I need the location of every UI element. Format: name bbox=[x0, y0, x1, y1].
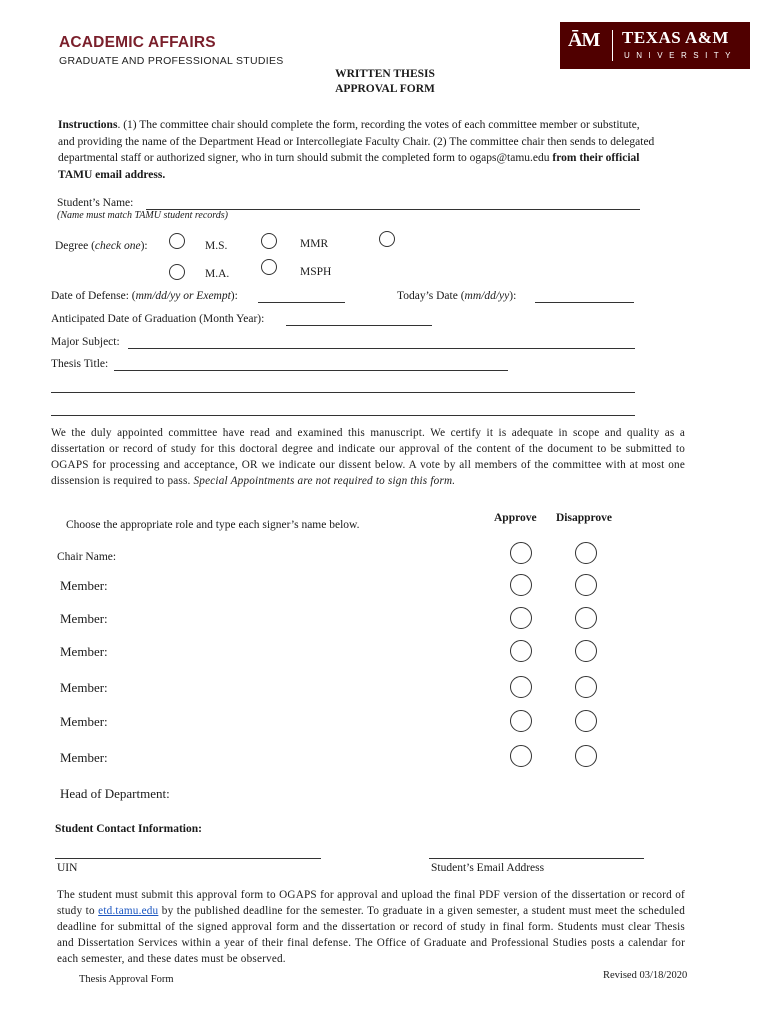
thesis-title-line3[interactable] bbox=[51, 415, 635, 416]
member-2-approve-radio[interactable] bbox=[510, 607, 532, 629]
logo-mark: ĀM bbox=[568, 29, 600, 51]
footer-form-name: Thesis Approval Form bbox=[79, 974, 174, 985]
header-subtitle: GRADUATE AND PROFESSIONAL STUDIES bbox=[59, 55, 284, 67]
logo-divider bbox=[612, 30, 613, 61]
form-title bbox=[0, 67, 770, 97]
major-subject-field[interactable] bbox=[128, 348, 635, 349]
member-1-approve-radio[interactable] bbox=[510, 574, 532, 596]
instructions bbox=[58, 117, 658, 183]
thesis-title-field[interactable] bbox=[114, 370, 508, 371]
header-title: ACADEMIC AFFAIRS bbox=[59, 34, 216, 51]
committee-instruction: Choose the appropriate role and type each signer’s name below. bbox=[66, 519, 360, 531]
degree-extra-radio[interactable] bbox=[379, 231, 395, 247]
member-6-label: Member: bbox=[60, 750, 108, 765]
degree-ma-radio[interactable] bbox=[169, 264, 185, 280]
instructions-bold-end: from their official TAMU email address. bbox=[58, 152, 640, 181]
uin-field[interactable] bbox=[55, 858, 321, 859]
defense-date-field[interactable] bbox=[258, 302, 345, 303]
thesis-title-line2[interactable] bbox=[51, 392, 635, 393]
email-field[interactable] bbox=[429, 858, 644, 859]
instructions-label: Instructions bbox=[58, 119, 118, 131]
member-4-label: Member: bbox=[60, 680, 108, 695]
member-4-disapprove-radio[interactable] bbox=[575, 676, 597, 698]
instructions-text: . (1) The committee chair should complete the form, recording the votes of each committee member or substitute, and providing the name of the Department Head or Intercollegiate Faculty Chair. (2) The committee chair then sends to delegated departmental staff or authorized signer, who in turn should submit the completed form to ogaps@tamu.edu bbox=[58, 119, 655, 164]
today-date-label: Today’s Date (mm/dd/yy): bbox=[397, 290, 517, 302]
approve-column-label: Approve bbox=[494, 512, 537, 524]
member-2-label: Member: bbox=[60, 611, 108, 626]
degree-option-msph: MSPH bbox=[300, 266, 332, 278]
degree-option-mmr: MMR bbox=[300, 238, 329, 250]
today-date-field[interactable] bbox=[535, 302, 634, 303]
texas-am-logo bbox=[560, 22, 750, 69]
disapprove-column-label: Disapprove bbox=[556, 512, 613, 524]
email-label: Student’s Email Address bbox=[431, 862, 545, 874]
chair-name-label: Chair Name: bbox=[57, 551, 117, 563]
etd-link[interactable]: etd.tamu.edu bbox=[98, 905, 159, 917]
graduation-date-label: Anticipated Date of Graduation (Month Year): bbox=[51, 313, 265, 325]
footer-revised-date: Revised 03/18/2020 bbox=[603, 970, 688, 981]
member-3-label: Member: bbox=[60, 644, 108, 659]
major-subject-label: Major Subject: bbox=[51, 336, 120, 348]
member-4-approve-radio[interactable] bbox=[510, 676, 532, 698]
member-6-approve-radio[interactable] bbox=[510, 745, 532, 767]
degree-ms-radio[interactable] bbox=[169, 233, 185, 249]
student-name-label: Student’s Name: bbox=[57, 197, 134, 209]
member-5-label: Member: bbox=[60, 714, 108, 729]
member-5-approve-radio[interactable] bbox=[510, 710, 532, 732]
degree-option-ma: M.A. bbox=[205, 268, 230, 280]
degree-mmr-radio[interactable] bbox=[261, 233, 277, 249]
contact-heading: Student Contact Information: bbox=[55, 823, 202, 835]
graduation-date-field[interactable] bbox=[286, 325, 432, 326]
member-1-disapprove-radio[interactable] bbox=[575, 574, 597, 596]
certification-text: We the duly appointed committee have read and examined this manuscript. We certify it is adequate in scope and quality as a dissertation or record of study for this doctoral degree and indicate our approval of the content of the document to be submitted to OGAPS for processing and acceptance, OR we indicate our dissent below. A vote by all members of the committee with at most one dissension is required to pass. Special Appointments are not required to sign this form. bbox=[51, 427, 685, 487]
form-title-line1: WRITTEN THESIS bbox=[335, 68, 435, 80]
member-5-disapprove-radio[interactable] bbox=[575, 710, 597, 732]
member-2-disapprove-radio[interactable] bbox=[575, 607, 597, 629]
degree-msph-radio[interactable] bbox=[261, 259, 277, 275]
student-name-note: (Name must match TAMU student records) bbox=[57, 210, 228, 221]
degree-option-ms: M.S. bbox=[205, 240, 228, 252]
form-title-line2: APPROVAL FORM bbox=[335, 83, 435, 95]
thesis-title-label: Thesis Title: bbox=[51, 358, 109, 370]
member-3-approve-radio[interactable] bbox=[510, 640, 532, 662]
uin-label: UIN bbox=[57, 862, 78, 874]
degree-label: Degree (check one): bbox=[55, 240, 148, 252]
logo-university: UNIVERSITY bbox=[624, 51, 738, 60]
defense-date-label: Date of Defense: (mm/dd/yy or Exempt): bbox=[51, 290, 238, 302]
chair-disapprove-radio[interactable] bbox=[575, 542, 597, 564]
logo-name: TEXAS A&M bbox=[622, 28, 729, 47]
submission-instructions: The student must submit this approval form to OGAPS for approval and upload the final PDF version of the dissertation or record of study to etd.tamu.edu by the published deadline for the semester. To graduate in a given semester, a student must meet the scheduled deadline for submittal of the signed approval form and the dissertation or record of study in final form. Students must clear Thesis and Dissertation Services within a year of their final defense. The Office of Graduate and Professional Studies posts a calendar for each semester, and these dates must be observed. bbox=[57, 889, 685, 965]
head-of-department-label: Head of Department: bbox=[60, 786, 170, 801]
member-6-disapprove-radio[interactable] bbox=[575, 745, 597, 767]
chair-approve-radio[interactable] bbox=[510, 542, 532, 564]
member-1-label: Member: bbox=[60, 578, 108, 593]
member-3-disapprove-radio[interactable] bbox=[575, 640, 597, 662]
